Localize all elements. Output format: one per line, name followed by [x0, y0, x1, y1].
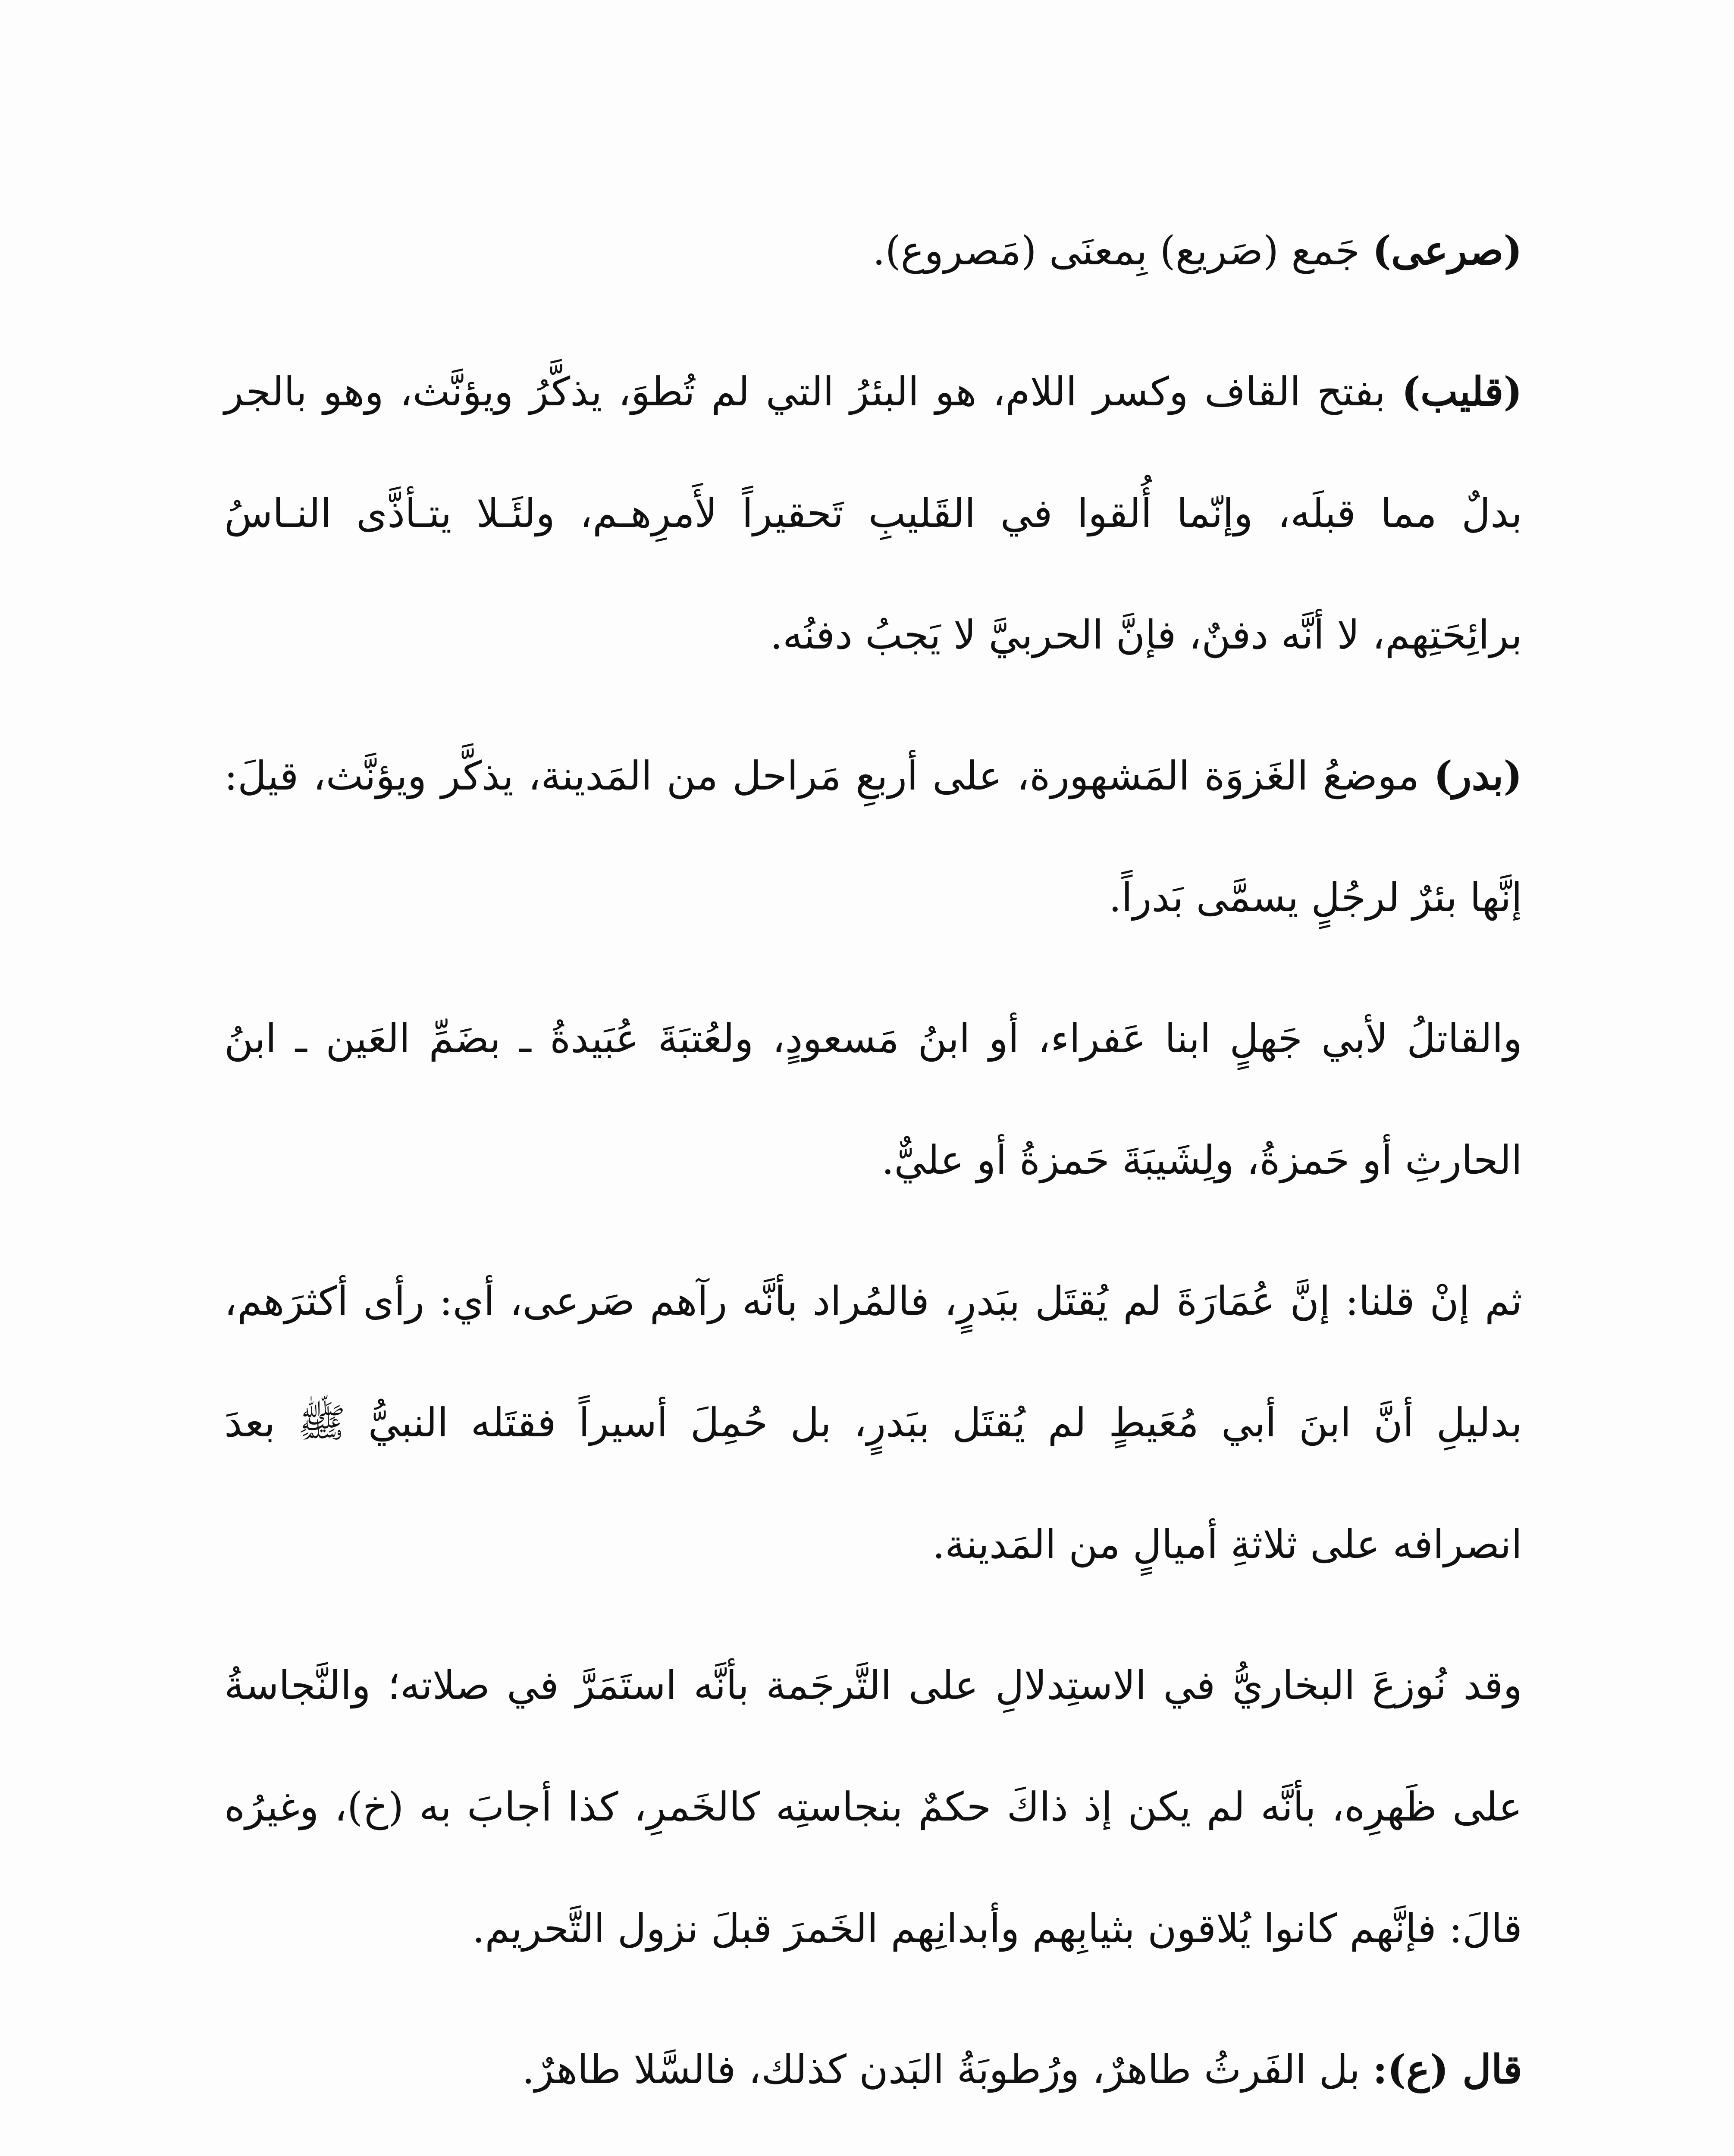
lemma-heading: (قليب) — [1402, 368, 1522, 415]
paragraph-text: جَمع (صَريع) بِمعنَى (مَصروع). — [872, 228, 1373, 274]
paragraph-sara — [224, 190, 1522, 312]
lemma-heading: (صرعى) — [1372, 227, 1522, 274]
lemma-heading: (بدر) — [1433, 752, 1522, 799]
paragraph-qalib — [224, 331, 1522, 696]
paragraph-umara — [224, 1240, 1522, 1605]
paragraph-text: بل الفَرثُ طاهرٌ، ورُطوبَةُ البَدن كذلك، فالسَّلا طاهرٌ. — [522, 2046, 1373, 2093]
paragraph-qal-nun — [224, 2150, 1522, 2156]
paragraph-qal-ain — [224, 2009, 1522, 2131]
paragraph-badr — [224, 715, 1522, 959]
paragraph-bukhari — [224, 1624, 1522, 1990]
paragraph-text: والقاتلُ لأبي جَهلٍ ابنا عَفراء، أو ابنُ مَسعودٍ، ولعُتبَةَ عُبَيدةُ ـ بضَمِّ العَين ـ ابنُ الحارثِ أو حَمزةُ، ولِشَيبَةَ حَمزةُ أو عليٌّ. — [224, 1015, 1522, 1183]
body-text — [224, 190, 1522, 2156]
paragraph-text: وقد نُوزعَ البخاريُّ في الاستِدلالِ على التَّرجَمة بأنَّه استَمَرَّ في صلاته؛ والنَّجاسةُ على ظَهرِه، بأنَّه لم يكن إذ ذاكَ حكمٌ بنجاستِه كالخَمرِ، كذا أجابَ به (خ)، وغيرُه قالَ: فإنَّهم كانوا يُلاقون بثيابِهم وأبدانِهم الخَمرَ قبلَ نزول التَّحريم. — [224, 1662, 1522, 1952]
paragraph-text: بفتح القاف وكسر اللام، هو البئرُ التي لم تُطوَ، يذكَّرُ ويؤنَّث، وهو بالجر بدلٌ مما قبلَه، وإنّما أُلقوا في القَليبِ تَحقيراً لأَمرِهـم، ولئَـلا يتـأذَّى النـاسُ برائِحَتِهم، لا أنَّه دفنٌ، فإنَّ الحربيَّ لا يَجبُ دفنُه. — [224, 369, 1522, 658]
paragraph-text: ثم إنْ قلنا: إنَّ عُمَارَةَ لم يُقتَل ببَدرٍ، فالمُراد بأنَّه رآهم صَرعى، أي: رأى أكثرَهم، بدليلِ أنَّ ابنَ أبي مُعَيطٍ لم يُقتَل ببَدرٍ، بل حُمِلَ أسيراً فقتَله النبيُّ ﷺ بعدَ انصرافه على ثلاثةِ أميالٍ من المَدينة. — [224, 1278, 1523, 1567]
paragraph-killers — [224, 978, 1522, 1221]
lemma-heading: قال (ع): — [1373, 2046, 1522, 2093]
paragraph-text: موضعُ الغَزوَة المَشهورة، على أربعِ مَراحل من المَدينة، يذكَّر ويؤنَّث، قيلَ: إنَّها بئرٌ لرجُلٍ يسمَّى بَدراً. — [224, 753, 1522, 921]
